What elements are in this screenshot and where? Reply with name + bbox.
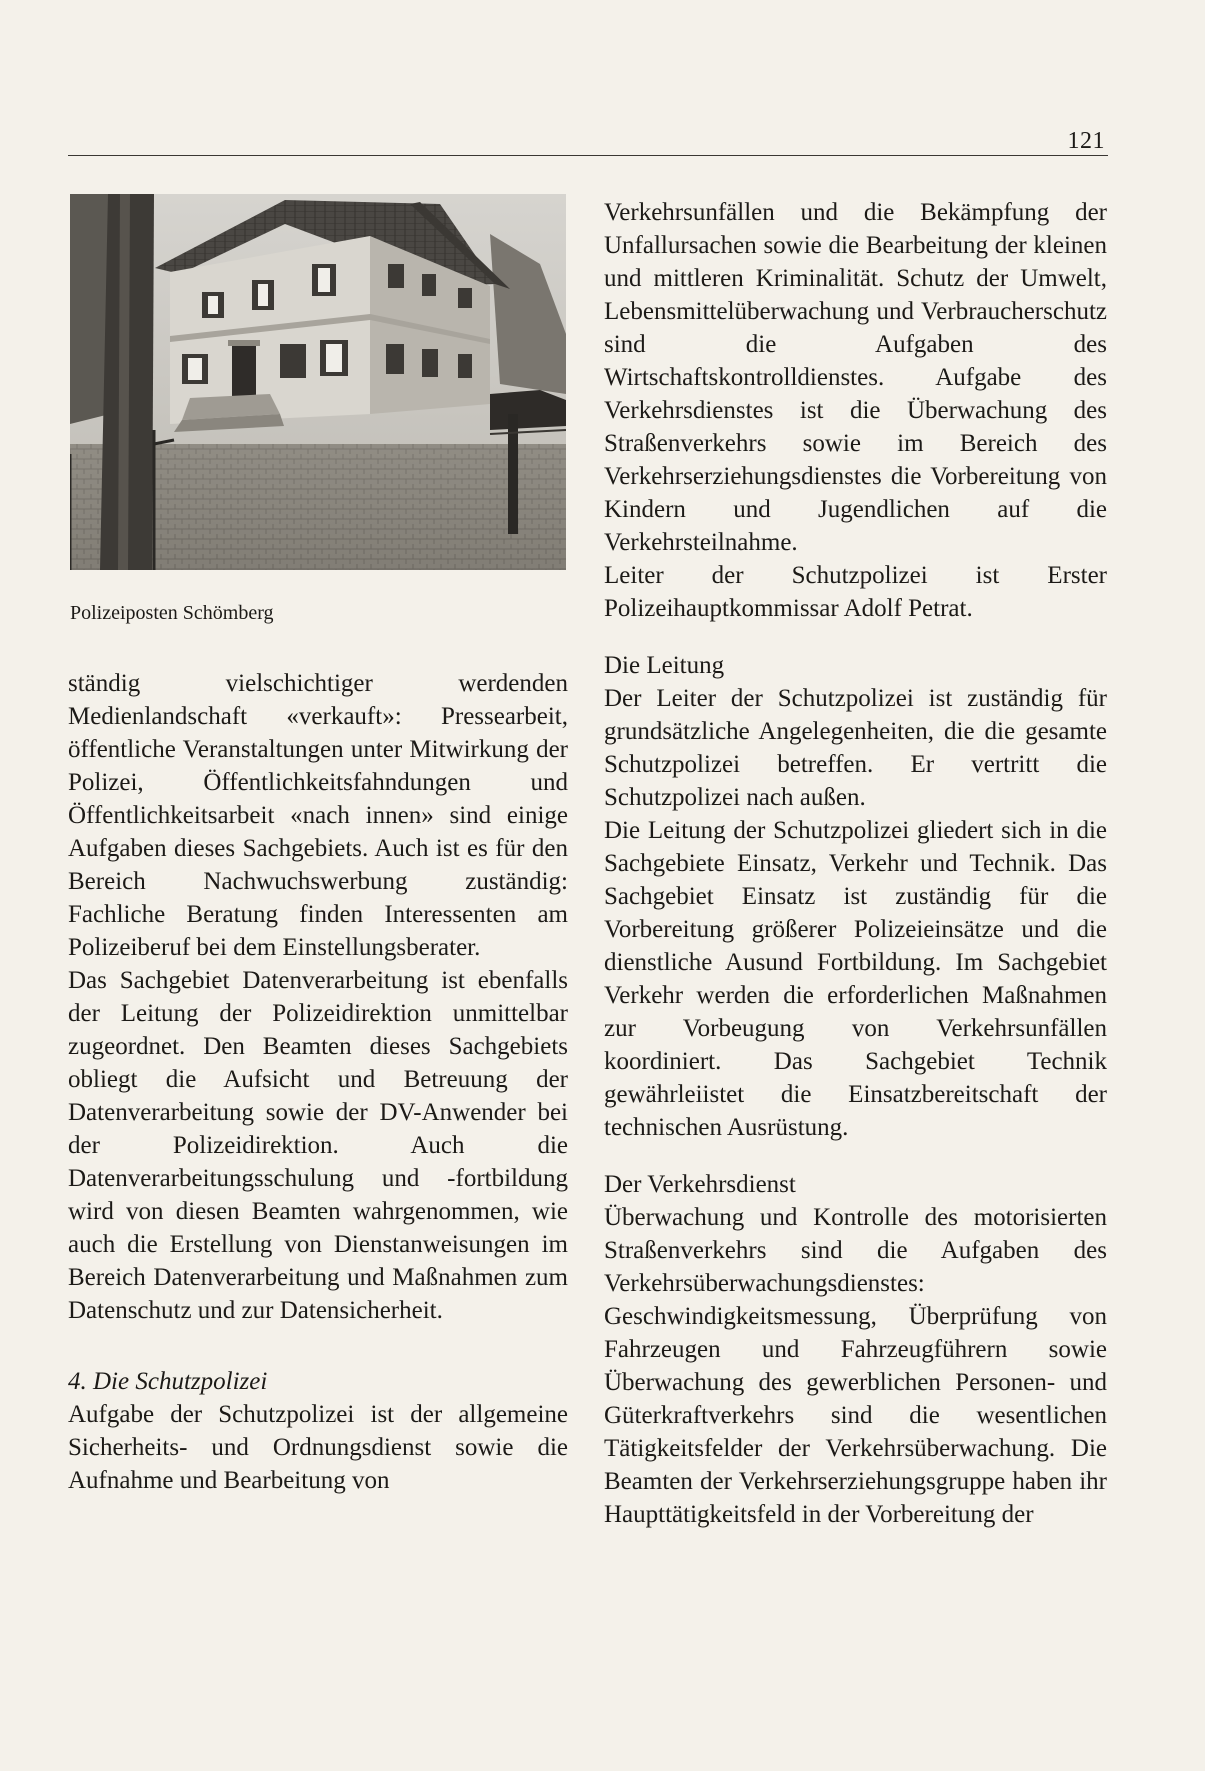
left-paragraph-2: Das Sachgebiet Datenverarbeitung ist ebenfalls der Leitung der Polizeidirektion unmittelbar zugeordnet. Den Beamten dieses Sachgebiets obliegt die Aufsicht und Betreuung der Datenverarbeitung sowie der DV-Anwender bei der Polizeidirektion. Auch die Datenverarbeitungsschulung und -fortbildung wird von diesen Beamten wahrgenommen, wie auch die Erstellung von Dienstanweisungen im Bereich Datenverarbeitung und Maßnahmen zum Datenschutz und zur Datensicherheit. xyxy=(68,967,568,1324)
left-paragraph-3: Aufgabe der Schutzpolizei ist der allgemeine Sicherheits- und Ordnungsdienst sowie die Aufnahme und Bearbeitung von xyxy=(68,1401,568,1494)
right-paragraph-1: Verkehrsunfällen und die Bekämpfung der Unfallursachen sowie die Bearbeitung der kleinen und mittleren Kriminalität. Schutz der Umwelt, Lebensmittelüberwachung und Verbraucherschutz sind die Aufgaben des Wirtschaftskontrolldienstes. Aufgabe des Verkehrsdienstes ist die Überwachung des Straßenverkehrs sowie im Bereich des Verkehrserziehungsdienstes die Vorbereitung von Kindern und Jugendlichen auf die Verkehrsteilnahme. xyxy=(604,199,1107,556)
right-paragraph-4: Die Leitung der Schutzpolizei gliedert sich in die Sachgebiete Einsatz, Verkehr und Technik. Das Sachgebiet Einsatz ist zuständig für die Vorbereitung größerer Polizeieinsätze und die dienstliche Ausund Fortbildung. Im Sachgebiet Verkehr werden die erforderlichen Maßnahmen zur Vorbeugung von Verkehrsunfällen koordiniert. Das Sachgebiet Technik gewährleiistet die Einsatzbereitschaft der technischen Ausrüstung. xyxy=(604,817,1107,1141)
right-paragraph-3: Der Leiter der Schutzpolizei ist zuständig für grundsätzliche Angelegenheiten, die die gesamte Schutzpolizei betreffen. Er vertritt die Schutzpolizei nach außen. xyxy=(604,685,1107,811)
subheading-verkehrsdienst: Der Verkehrsdienst xyxy=(604,1171,796,1198)
photo-caption: Polizeiposten Schömberg xyxy=(70,602,274,624)
right-paragraph-2: Leiter der Schutzpolizei ist Erster Polizeihauptkommissar Adolf Petrat. xyxy=(604,562,1107,622)
right-column xyxy=(604,196,1107,1531)
left-column xyxy=(68,667,568,1497)
header-rule xyxy=(68,155,1108,156)
house-photo xyxy=(70,194,566,570)
right-paragraph-5: Überwachung und Kontrolle des motorisierten Straßenverkehrs sind die Aufgaben des Verkehrsüberwachungsdienstes: Geschwindigkeitsmessung, Überprüfung von Fahrzeugen und Fahrzeugführern sowie Überwachung des gewerblichen Personen- und Güterkraftverkehrs sind die wesentlichen Tätigkeitsfelder der Verkehrsüberwachung. Die Beamten der Verkehrserziehungsgruppe haben ihr Haupttätigkeitsfeld in der Vorbereitung der xyxy=(604,1204,1107,1528)
section-heading-schutzpolizei: 4. Die Schutzpolizei xyxy=(68,1368,268,1395)
subheading-leitung: Die Leitung xyxy=(604,652,725,679)
left-paragraph-1: ständig vielschichtiger werdenden Medienlandschaft «verkauft»: Pressearbeit, öffentliche Veranstaltungen unter Mitwirkung der Polizei, Öffentlichkeitsfahndungen und Öffentlichkeitsarbeit «nach innen» sind einige Aufgaben dieses Sachgebiets. Auch ist es für den Bereich Nachwuchswerbung zuständig: Fachliche Beratung finden Interessenten am Polizeiberuf bei dem Einstellungsberater. xyxy=(68,670,568,961)
page-number: 121 xyxy=(1067,128,1105,154)
